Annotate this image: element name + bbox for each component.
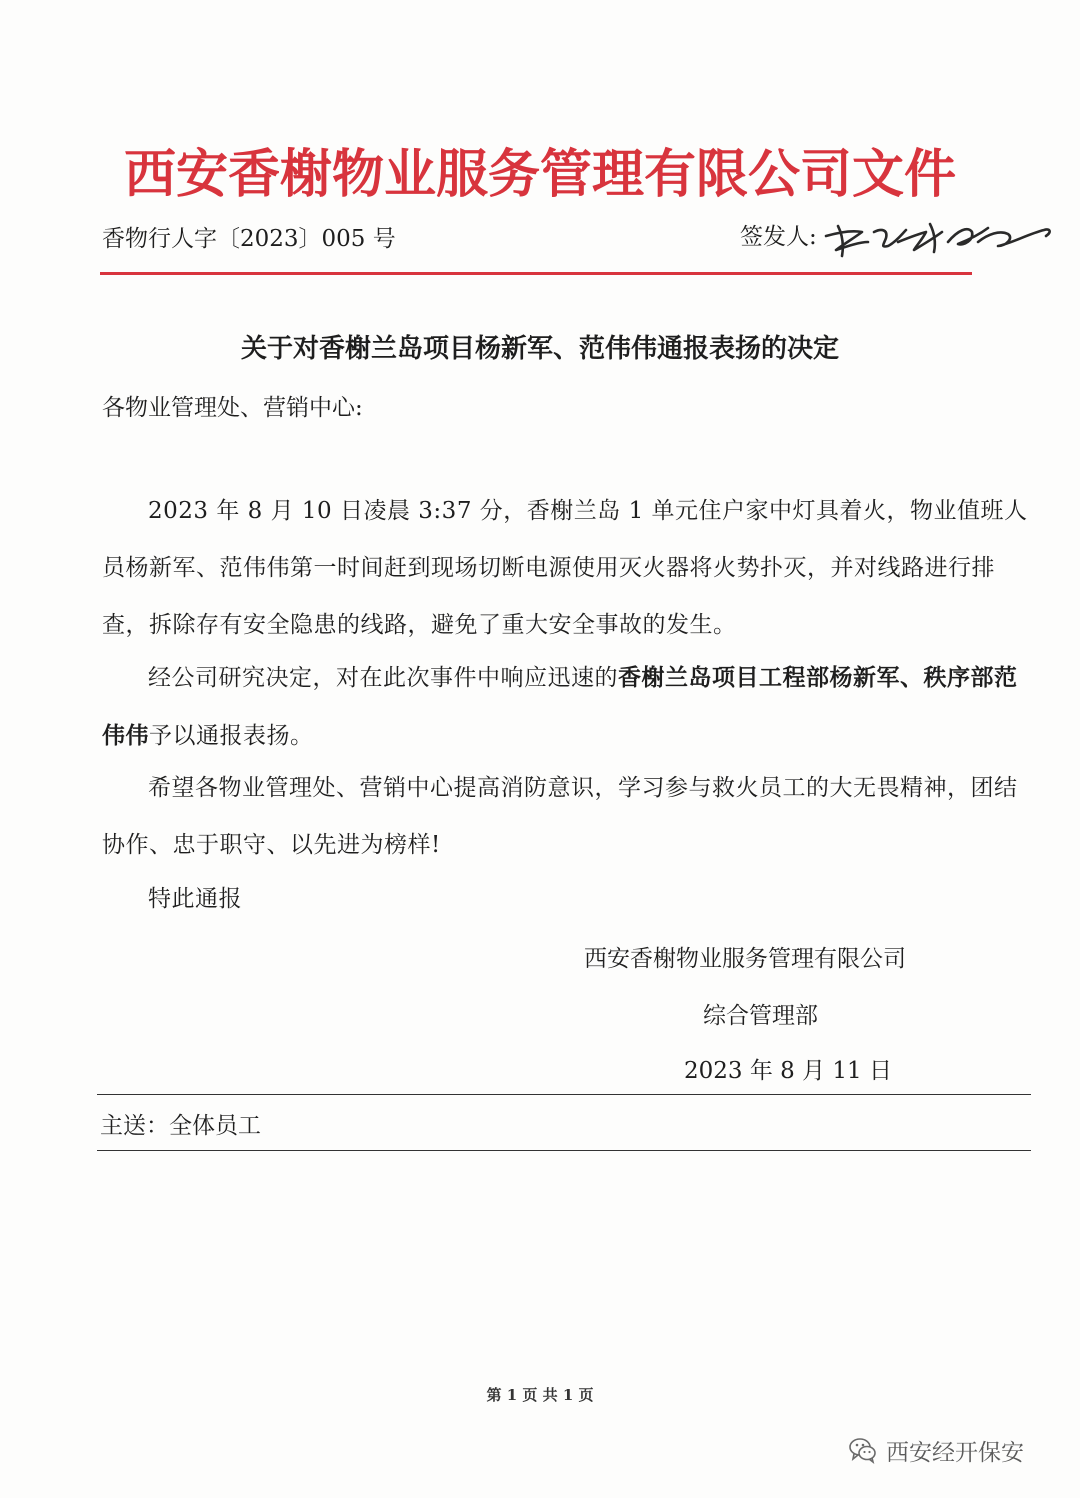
document-number: 香物行人字〔2023〕005 号 [102, 226, 396, 252]
commended-staff: 香榭兰岛项目工程部杨新军、秩序部范伟伟 [102, 664, 1018, 749]
signature-department: 综合管理部 [703, 1003, 818, 1029]
recipients: 各物业管理处、营销中心: [102, 395, 363, 421]
send-to: 主送：全体员工 [100, 1113, 261, 1139]
footer-rule-top [97, 1094, 1031, 1095]
header-divider [100, 272, 972, 275]
issuer-title: 西安香榭物业服务管理有限公司文件 [123, 144, 956, 205]
handwritten-signature [818, 212, 1058, 262]
paragraph-incident: 2023 年 8 月 10 日凌晨 3:37 分，香榭兰岛 1 单元住户家中灯具着火，物业值班人员杨新军、范伟伟第一时间赶到现场切断电源使用灭火器将火势扑灭，并对线路进行排查，拆除存有安全隐患的线路，避免了重大安全事故的发生。 [102, 498, 1028, 638]
notice-title: 关于对香榭兰岛项目杨新军、范伟伟通报表扬的决定 [240, 334, 839, 364]
watermark-text: 西安经开保安 [886, 1439, 1024, 1466]
signature-date: 2023 年 8 月 11 日 [684, 1058, 892, 1084]
decision-text: 经公司研究决定，对在此次事件中响应迅速的 [148, 665, 618, 691]
footer-rule-bottom [97, 1150, 1031, 1151]
paragraph-decision [102, 649, 1032, 765]
paragraph-hope: 希望各物业管理处、营销中心提高消防意识，学习参与救火员工的大无畏精神，团结协作、忠于职守、以先进为榜样! [102, 775, 1018, 858]
decision-text-end: 予以通报表扬。 [149, 723, 314, 749]
signer-label: 签发人: [740, 224, 817, 250]
signature-company: 西安香榭物业服务管理有限公司 [584, 946, 906, 972]
source-watermark [848, 1432, 1024, 1468]
wechat-icon [848, 1435, 878, 1465]
page-indicator: 第 1 页 共 1 页 [486, 1386, 594, 1404]
paragraph-closing: 特此通报 [148, 886, 242, 912]
